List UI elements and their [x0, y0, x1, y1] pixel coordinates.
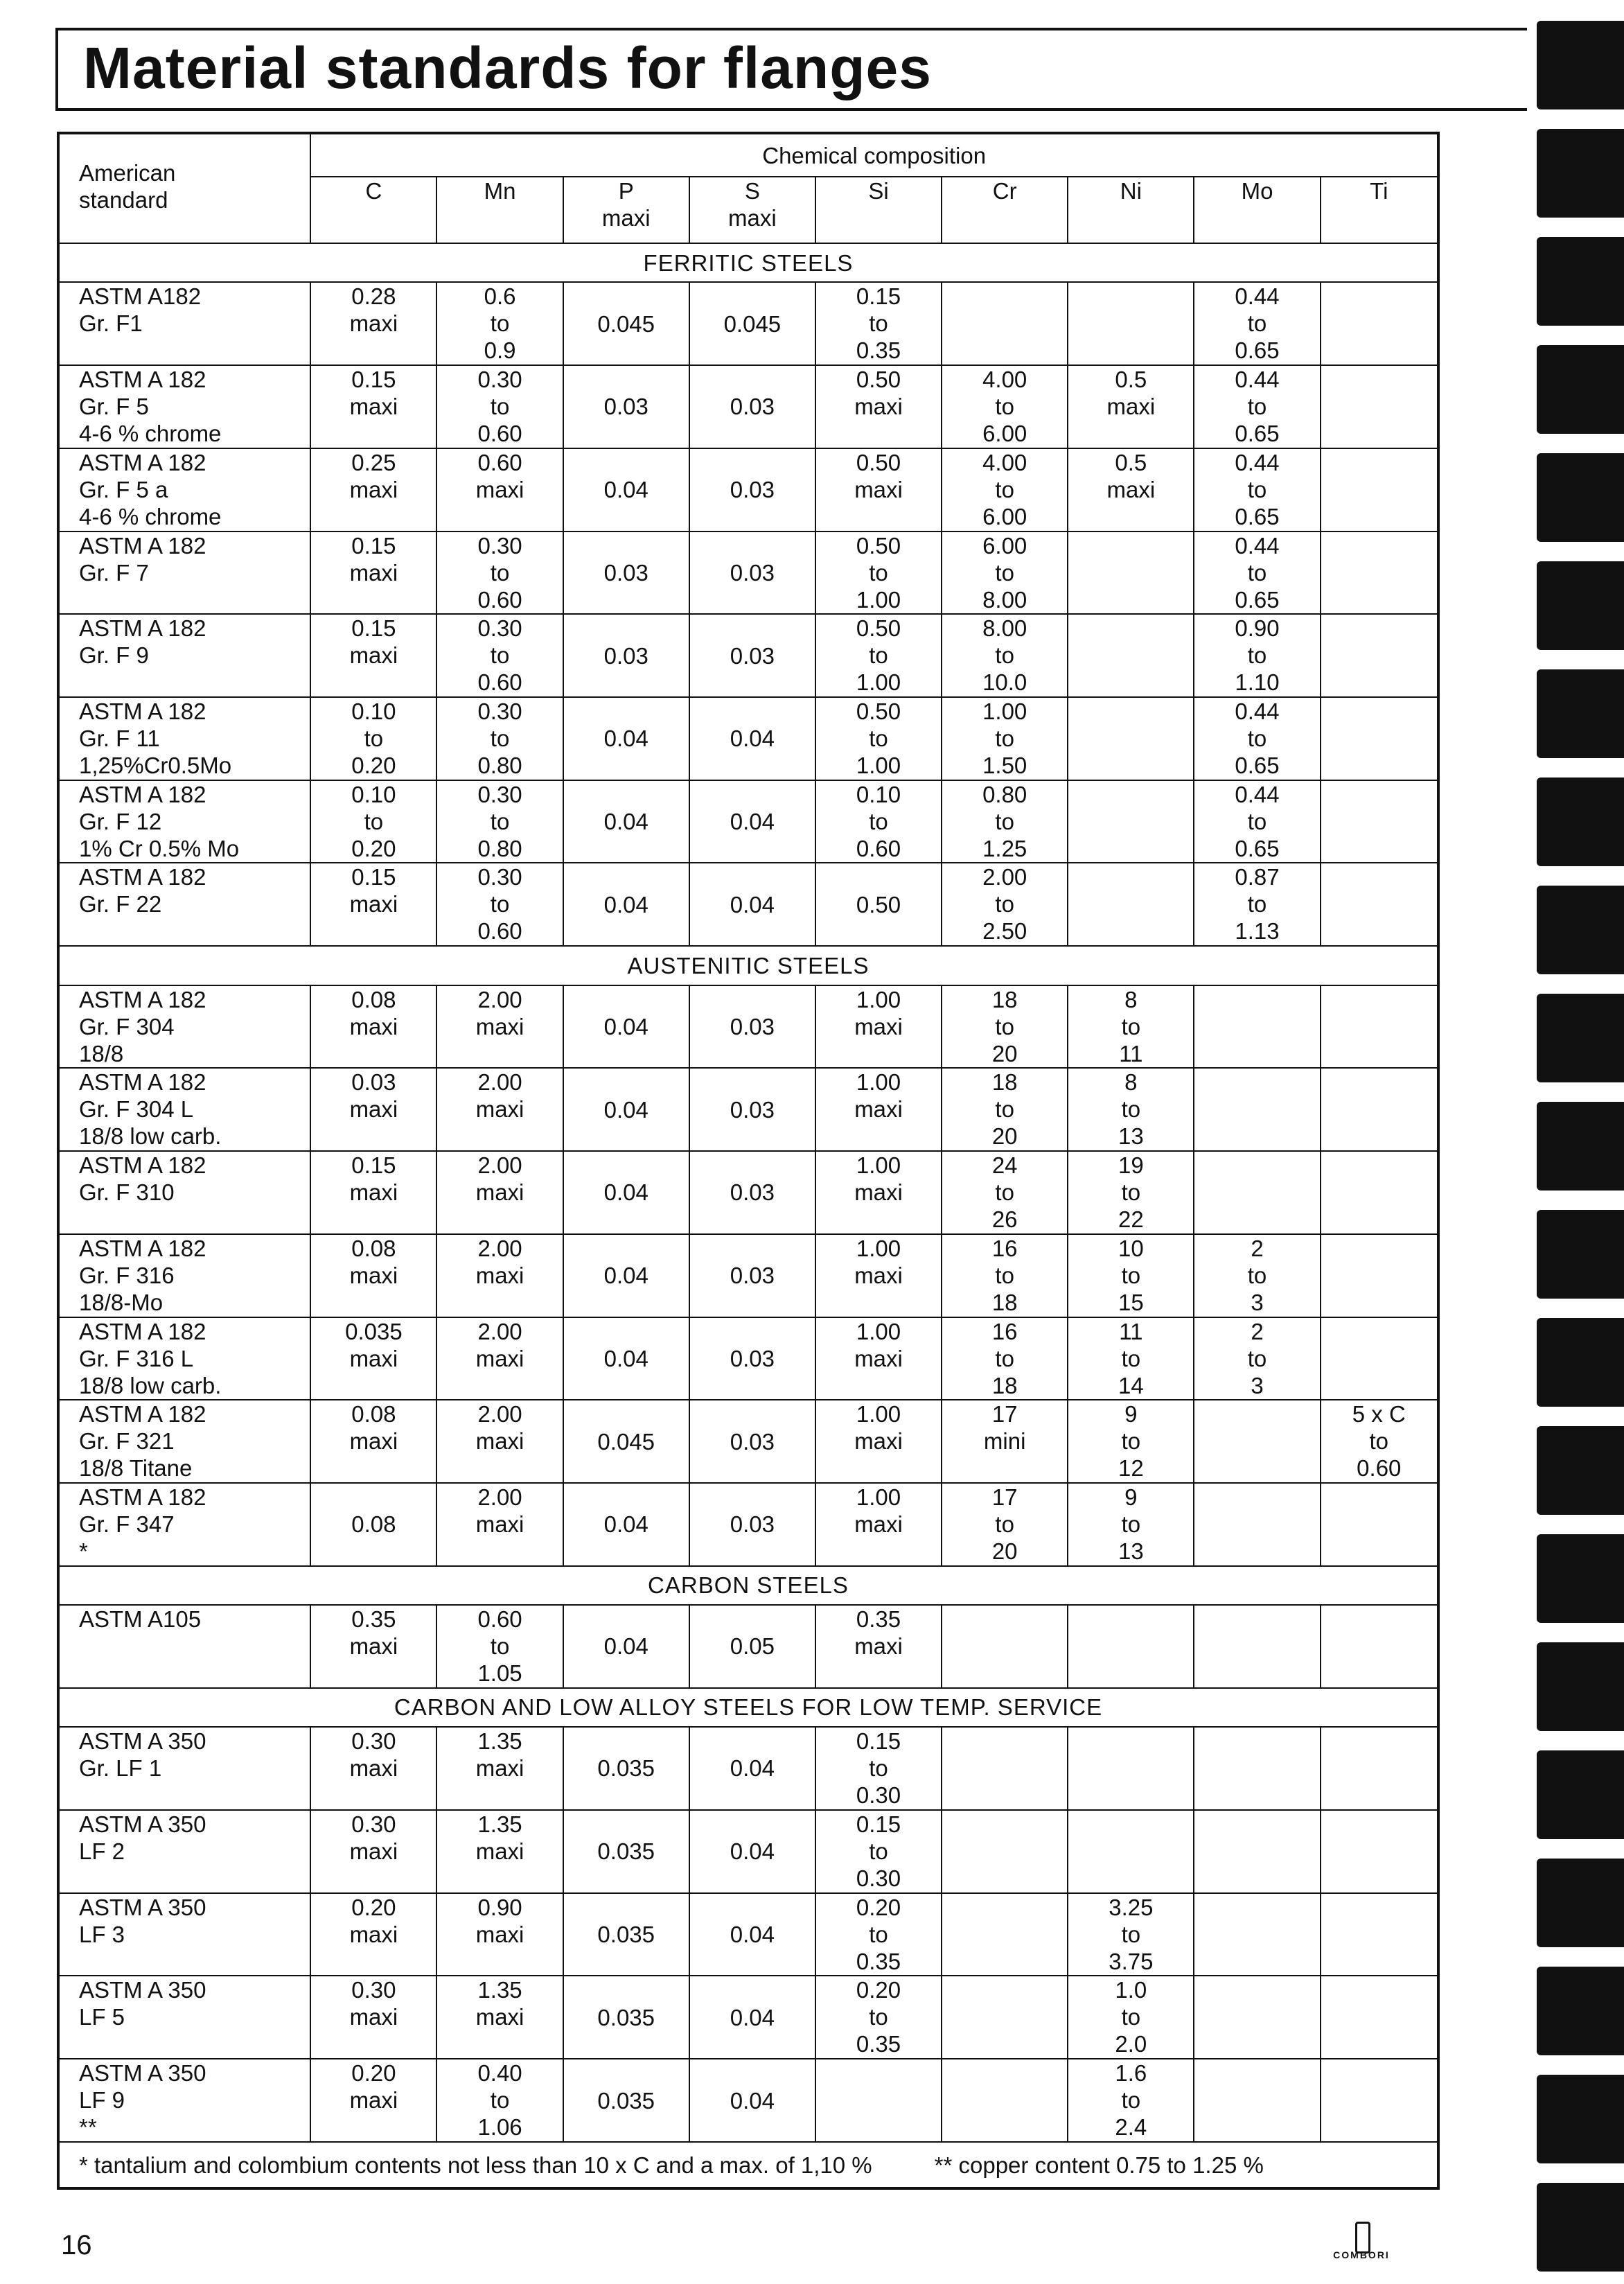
binding-tab: [1537, 1426, 1624, 1515]
cell-mo: [1194, 1605, 1320, 1688]
cell-ni: 1.0 to 2.0: [1068, 1976, 1194, 2059]
table-row: [58, 1893, 1438, 1976]
cell-cr: 2.00 to 2.50: [942, 863, 1068, 946]
cell-ni: [1068, 282, 1194, 365]
cell-ti: [1321, 1151, 1438, 1234]
binding-tab: [1537, 129, 1624, 218]
cell-mo: [1194, 2059, 1320, 2142]
cell-mn: 0.30 to 0.60: [436, 863, 563, 946]
cell-standard: ASTM A 182 Gr. F 316 L 18/8 low carb.: [58, 1317, 310, 1400]
binding-tab: [1537, 1967, 1624, 2055]
cell-mo: 0.87 to 1.13: [1194, 863, 1320, 946]
cell-ni: 8 to 11: [1068, 985, 1194, 1069]
cell-mn: 0.6 to 0.9: [436, 282, 563, 365]
cell-si: 1.00 maxi: [815, 1234, 942, 1317]
cell-ni: [1068, 1727, 1194, 1810]
cell-ni: 9 to 13: [1068, 1483, 1194, 1566]
binding-tab: [1537, 994, 1624, 1082]
cell-c: 0.15 maxi: [310, 863, 436, 946]
section-title: AUSTENITIC STEELS: [58, 946, 1438, 985]
cell-mo: [1194, 1151, 1320, 1234]
cell-si: 1.00 maxi: [815, 1400, 942, 1483]
cell-mo: 0.44 to 0.65: [1194, 532, 1320, 615]
cell-cr: 1.00 to 1.50: [942, 697, 1068, 780]
cell-mo: 0.44 to 0.65: [1194, 448, 1320, 532]
page-title: Material standards for flanges: [83, 35, 932, 100]
cell-ti: [1321, 1810, 1438, 1893]
cell-standard: ASTM A 350 Gr. LF 1: [58, 1727, 310, 1810]
cell-standard: ASTM A 182 Gr. F 304 L 18/8 low carb.: [58, 1068, 310, 1151]
cell-mn: 0.30 to 0.60: [436, 532, 563, 615]
cell-p: 0.035: [563, 1810, 689, 1893]
cell-ti: [1321, 1605, 1438, 1688]
cell-si: 0.20 to 0.35: [815, 1976, 942, 2059]
binding-tab: [1537, 1210, 1624, 1299]
cell-standard: ASTM A 182 Gr. F 5 a 4-6 % chrome: [58, 448, 310, 532]
binding-tab: [1537, 2075, 1624, 2163]
cell-standard: ASTM A 350 LF 2: [58, 1810, 310, 1893]
cell-ti: [1321, 1893, 1438, 1976]
table-row: [58, 1317, 1438, 1400]
cell-ni: 9 to 12: [1068, 1400, 1194, 1483]
cell-si: 1.00 maxi: [815, 985, 942, 1069]
cell-s: 0.04: [689, 2059, 815, 2142]
cell-s: 0.04: [689, 1727, 815, 1810]
binding-tab: [1537, 1642, 1624, 1731]
section-header-row: [58, 946, 1438, 985]
cell-mn: 0.30 to 0.80: [436, 780, 563, 863]
cell-ti: [1321, 1234, 1438, 1317]
cell-si: 0.15 to 0.30: [815, 1727, 942, 1810]
footnote-tantalium: * tantalium and colombium contents not less than 10 x C and a max. of 1,10 %: [79, 2152, 872, 2178]
cell-standard: ASTM A 182 Gr. F 9: [58, 614, 310, 697]
page-number: 16: [61, 2230, 92, 2260]
cell-standard: ASTM A 350 LF 5: [58, 1976, 310, 2059]
cell-mo: [1194, 1893, 1320, 1976]
cell-mn: 1.35 maxi: [436, 1727, 563, 1810]
section-title: FERRITIC STEELS: [58, 243, 1438, 282]
cell-s: 0.03: [689, 1483, 815, 1566]
cell-ti: [1321, 780, 1438, 863]
table-row: [58, 697, 1438, 780]
cell-cr: 4.00 to 6.00: [942, 448, 1068, 532]
cell-ni: 11 to 14: [1068, 1317, 1194, 1400]
cell-s: 0.03: [689, 532, 815, 615]
binding-tab: [1537, 561, 1624, 650]
cell-cr: 8.00 to 10.0: [942, 614, 1068, 697]
title-box: [55, 28, 1527, 111]
section-header-row: [58, 1566, 1438, 1605]
binding-tab: [1537, 1534, 1624, 1623]
cell-c: 0.30 maxi: [310, 1976, 436, 2059]
cell-cr: 24 to 26: [942, 1151, 1068, 1234]
cell-mo: 0.44 to 0.65: [1194, 282, 1320, 365]
cell-mn: 0.40 to 1.06: [436, 2059, 563, 2142]
cell-standard: ASTM A 182 Gr. F 5 4-6 % chrome: [58, 365, 310, 448]
cell-mo: 0.90 to 1.10: [1194, 614, 1320, 697]
cell-ti: [1321, 448, 1438, 532]
cell-mn: 2.00 maxi: [436, 1400, 563, 1483]
table-row: [58, 780, 1438, 863]
binding-tab: [1537, 1859, 1624, 1947]
cell-mo: 0.44 to 0.65: [1194, 697, 1320, 780]
table-row: [58, 1151, 1438, 1234]
cell-mn: 0.30 to 0.80: [436, 697, 563, 780]
binding-tab: [1537, 1750, 1624, 1839]
cell-c: 0.15 maxi: [310, 1151, 436, 1234]
cell-standard: ASTM A 182 Gr. F 316 18/8-Mo: [58, 1234, 310, 1317]
cell-mo: 0.44 to 0.65: [1194, 365, 1320, 448]
cell-c: 0.08 maxi: [310, 985, 436, 1069]
table-row: [58, 1727, 1438, 1810]
cell-mn: 2.00 maxi: [436, 1068, 563, 1151]
cell-mn: 1.35 maxi: [436, 1976, 563, 2059]
material-standards-table: [57, 132, 1440, 2190]
section-header-row: [58, 1688, 1438, 1727]
section-title: CARBON STEELS: [58, 1566, 1438, 1605]
cell-cr: 18 to 20: [942, 1068, 1068, 1151]
cell-cr: [942, 1810, 1068, 1893]
binding-tab: [1537, 886, 1624, 974]
cell-standard: ASTM A 182 Gr. F 12 1% Cr 0.5% Mo: [58, 780, 310, 863]
cell-c: 0.15 maxi: [310, 614, 436, 697]
header-col-mo: Mo: [1194, 177, 1320, 243]
cell-s: 0.05: [689, 1605, 815, 1688]
cell-p: 0.03: [563, 532, 689, 615]
cell-standard: ASTM A 350 LF 9 **: [58, 2059, 310, 2142]
cell-ni: [1068, 697, 1194, 780]
cell-s: 0.03: [689, 365, 815, 448]
cell-ni: [1068, 532, 1194, 615]
cell-s: 0.045: [689, 282, 815, 365]
cell-ni: 1.6 to 2.4: [1068, 2059, 1194, 2142]
cell-p: 0.035: [563, 1893, 689, 1976]
header-col-c: C: [310, 177, 436, 243]
cell-s: 0.03: [689, 1068, 815, 1151]
table-row: [58, 282, 1438, 365]
cell-si: 0.35 maxi: [815, 1605, 942, 1688]
cell-c: 0.10 to 0.20: [310, 780, 436, 863]
cell-ti: [1321, 1976, 1438, 2059]
cell-ni: [1068, 1810, 1194, 1893]
cell-c: 0.30 maxi: [310, 1810, 436, 1893]
cell-s: 0.04: [689, 1810, 815, 1893]
cell-cr: [942, 1893, 1068, 1976]
binding-tab: [1537, 345, 1624, 434]
footnote-copper: ** copper content 0.75 to 1.25 %: [934, 2152, 1264, 2178]
binding-tab: [1537, 1318, 1624, 1407]
header-col-ni: Ni: [1068, 177, 1194, 243]
cell-ti: [1321, 282, 1438, 365]
table-header: [58, 133, 1438, 243]
cell-si: 0.10 to 0.60: [815, 780, 942, 863]
cell-si: 0.50 maxi: [815, 365, 942, 448]
binding-tab: [1537, 453, 1624, 542]
cell-p: 0.04: [563, 697, 689, 780]
cell-si: 0.50: [815, 863, 942, 946]
cell-ti: [1321, 1483, 1438, 1566]
table-row: [58, 1400, 1438, 1483]
cell-mn: 1.35 maxi: [436, 1810, 563, 1893]
cell-standard: ASTM A 182 Gr. F 11 1,25%Cr0.5Mo: [58, 697, 310, 780]
cell-mn: 0.30 to 0.60: [436, 365, 563, 448]
cell-standard: ASTM A 182 Gr. F 310: [58, 1151, 310, 1234]
header-american-standard: American standard: [58, 133, 310, 243]
cell-s: 0.04: [689, 1976, 815, 2059]
footnote-row: [58, 2142, 1438, 2188]
cell-ti: [1321, 1068, 1438, 1151]
cell-p: 0.03: [563, 365, 689, 448]
table-row: [58, 365, 1438, 448]
cell-mo: [1194, 1810, 1320, 1893]
cell-ni: 0.5 maxi: [1068, 365, 1194, 448]
cell-ti: [1321, 1317, 1438, 1400]
cell-ni: 8 to 13: [1068, 1068, 1194, 1151]
binding-tab: [1537, 669, 1624, 758]
cell-si: 1.00 maxi: [815, 1151, 942, 1234]
table-row: [58, 863, 1438, 946]
cell-si: 1.00 maxi: [815, 1068, 942, 1151]
binding-tab: [1537, 778, 1624, 866]
cell-ni: [1068, 1605, 1194, 1688]
cell-si: 0.50 to 1.00: [815, 614, 942, 697]
table-body: [58, 243, 1438, 2142]
cell-c: 0.20 maxi: [310, 2059, 436, 2142]
cell-standard: ASTM A 182 Gr. F 347 *: [58, 1483, 310, 1566]
cell-c: 0.08 maxi: [310, 1400, 436, 1483]
section-title: CARBON AND LOW ALLOY STEELS FOR LOW TEMP. SERVICE: [58, 1688, 1438, 1727]
cell-c: 0.03 maxi: [310, 1068, 436, 1151]
cell-cr: 0.80 to 1.25: [942, 780, 1068, 863]
cell-c: 0.28 maxi: [310, 282, 436, 365]
cell-standard: ASTM A 182 Gr. F 22: [58, 863, 310, 946]
cell-p: 0.04: [563, 448, 689, 532]
cell-c: 0.15 maxi: [310, 532, 436, 615]
cell-si: 1.00 maxi: [815, 1483, 942, 1566]
header-col-cr: Cr: [942, 177, 1068, 243]
cell-mn: 0.30 to 0.60: [436, 614, 563, 697]
cell-cr: [942, 2059, 1068, 2142]
cell-s: 0.03: [689, 985, 815, 1069]
table-row: [58, 1068, 1438, 1151]
cell-p: 0.04: [563, 1068, 689, 1151]
section-header-row: [58, 243, 1438, 282]
cell-si: 0.50 to 1.00: [815, 532, 942, 615]
header-chemical-composition: Chemical composition: [310, 133, 1438, 177]
binding-tab: [1537, 1102, 1624, 1191]
cell-ni: [1068, 614, 1194, 697]
cell-ti: [1321, 863, 1438, 946]
cell-p: 0.04: [563, 1483, 689, 1566]
table-row: [58, 1605, 1438, 1688]
cell-ni: [1068, 863, 1194, 946]
cell-c: 0.08 maxi: [310, 1234, 436, 1317]
binding-tab: [1537, 2183, 1624, 2272]
table-row: [58, 2059, 1438, 2142]
cell-cr: [942, 1605, 1068, 1688]
cell-mn: 2.00 maxi: [436, 985, 563, 1069]
cell-cr: [942, 1976, 1068, 2059]
cell-cr: 18 to 20: [942, 985, 1068, 1069]
cell-p: 0.03: [563, 614, 689, 697]
cell-mo: [1194, 1400, 1320, 1483]
cell-si: 0.50 to 1.00: [815, 697, 942, 780]
cell-si: [815, 2059, 942, 2142]
cell-ti: [1321, 614, 1438, 697]
cell-mo: [1194, 1483, 1320, 1566]
cell-si: 0.50 maxi: [815, 448, 942, 532]
cell-cr: [942, 1727, 1068, 1810]
cell-s: 0.03: [689, 1317, 815, 1400]
cell-mn: 0.60 maxi: [436, 448, 563, 532]
cell-mo: [1194, 1068, 1320, 1151]
cell-mn: 2.00 maxi: [436, 1234, 563, 1317]
cell-ni: 19 to 22: [1068, 1151, 1194, 1234]
table-row: [58, 614, 1438, 697]
cell-p: 0.035: [563, 1976, 689, 2059]
cell-ti: [1321, 697, 1438, 780]
cell-cr: 16 to 18: [942, 1317, 1068, 1400]
cell-p: 0.035: [563, 2059, 689, 2142]
cell-mo: 0.44 to 0.65: [1194, 780, 1320, 863]
cell-s: 0.04: [689, 863, 815, 946]
cell-c: 0.08: [310, 1483, 436, 1566]
cell-p: 0.04: [563, 1317, 689, 1400]
cell-cr: [942, 282, 1068, 365]
cell-mn: 0.90 maxi: [436, 1893, 563, 1976]
table-row: [58, 1810, 1438, 1893]
cell-ni: 0.5 maxi: [1068, 448, 1194, 532]
cell-mn: 2.00 maxi: [436, 1483, 563, 1566]
cell-ni: 3.25 to 3.75: [1068, 1893, 1194, 1976]
cell-s: 0.04: [689, 697, 815, 780]
cell-ti: [1321, 2059, 1438, 2142]
cell-mo: 2 to 3: [1194, 1234, 1320, 1317]
cell-c: 0.20 maxi: [310, 1893, 436, 1976]
cell-c: 0.15 maxi: [310, 365, 436, 448]
cell-standard: ASTM A 182 Gr. F 304 18/8: [58, 985, 310, 1069]
cell-si: 0.20 to 0.35: [815, 1893, 942, 1976]
header-col-si: Si: [815, 177, 942, 243]
binding-tab: [1537, 237, 1624, 326]
cell-p: 0.04: [563, 863, 689, 946]
company-logo: [1316, 2222, 1406, 2263]
cell-c: 0.25 maxi: [310, 448, 436, 532]
cell-ti: 5 x C to 0.60: [1321, 1400, 1438, 1483]
table-row: [58, 1976, 1438, 2059]
cell-s: 0.03: [689, 448, 815, 532]
cell-ti: [1321, 532, 1438, 615]
footnotes: [58, 2142, 1438, 2188]
table-row: [58, 985, 1438, 1069]
cell-s: 0.03: [689, 1400, 815, 1483]
cell-c: 0.30 maxi: [310, 1727, 436, 1810]
cell-s: 0.04: [689, 1893, 815, 1976]
cell-mn: 2.00 maxi: [436, 1317, 563, 1400]
logo-text: COMBORI: [1333, 2249, 1390, 2260]
cell-standard: ASTM A105: [58, 1605, 310, 1688]
cell-ti: [1321, 365, 1438, 448]
table-row: [58, 1483, 1438, 1566]
cell-p: 0.04: [563, 1605, 689, 1688]
table-row: [58, 532, 1438, 615]
cell-c: 0.35 maxi: [310, 1605, 436, 1688]
cell-c: 0.035 maxi: [310, 1317, 436, 1400]
cell-ti: [1321, 985, 1438, 1069]
cell-p: 0.045: [563, 1400, 689, 1483]
cell-cr: 6.00 to 8.00: [942, 532, 1068, 615]
cell-mo: 2 to 3: [1194, 1317, 1320, 1400]
cell-p: 0.045: [563, 282, 689, 365]
header-col-mn: Mn: [436, 177, 563, 243]
cell-standard: ASTM A 350 LF 3: [58, 1893, 310, 1976]
cell-cr: 17 to 20: [942, 1483, 1068, 1566]
cell-ni: 10 to 15: [1068, 1234, 1194, 1317]
cell-ni: [1068, 780, 1194, 863]
cell-si: 0.15 to 0.30: [815, 1810, 942, 1893]
cell-si: 0.15 to 0.35: [815, 282, 942, 365]
cell-standard: ASTM A 182 Gr. F 321 18/8 Titane: [58, 1400, 310, 1483]
header-col-s: S maxi: [689, 177, 815, 243]
table-row: [58, 448, 1438, 532]
cell-s: 0.04: [689, 780, 815, 863]
cell-c: 0.10 to 0.20: [310, 697, 436, 780]
cell-mo: [1194, 1976, 1320, 2059]
cell-p: 0.04: [563, 780, 689, 863]
table-row: [58, 1234, 1438, 1317]
cell-ti: [1321, 1727, 1438, 1810]
cell-standard: ASTM A 182 Gr. F 7: [58, 532, 310, 615]
cell-p: 0.035: [563, 1727, 689, 1810]
cell-cr: 4.00 to 6.00: [942, 365, 1068, 448]
cell-p: 0.04: [563, 1234, 689, 1317]
cell-p: 0.04: [563, 1151, 689, 1234]
header-col-p: P maxi: [563, 177, 689, 243]
cell-cr: 17 mini: [942, 1400, 1068, 1483]
cell-standard: ASTM A182 Gr. F1: [58, 282, 310, 365]
binding-tab: [1537, 21, 1624, 109]
cell-cr: 16 to 18: [942, 1234, 1068, 1317]
cell-s: 0.03: [689, 1234, 815, 1317]
cell-si: 1.00 maxi: [815, 1317, 942, 1400]
header-col-ti: Ti: [1321, 177, 1438, 243]
cell-mo: [1194, 1727, 1320, 1810]
cell-s: 0.03: [689, 614, 815, 697]
cell-s: 0.03: [689, 1151, 815, 1234]
cell-p: 0.04: [563, 985, 689, 1069]
cell-mn: 0.60 to 1.05: [436, 1605, 563, 1688]
cell-mo: [1194, 985, 1320, 1069]
cell-mn: 2.00 maxi: [436, 1151, 563, 1234]
